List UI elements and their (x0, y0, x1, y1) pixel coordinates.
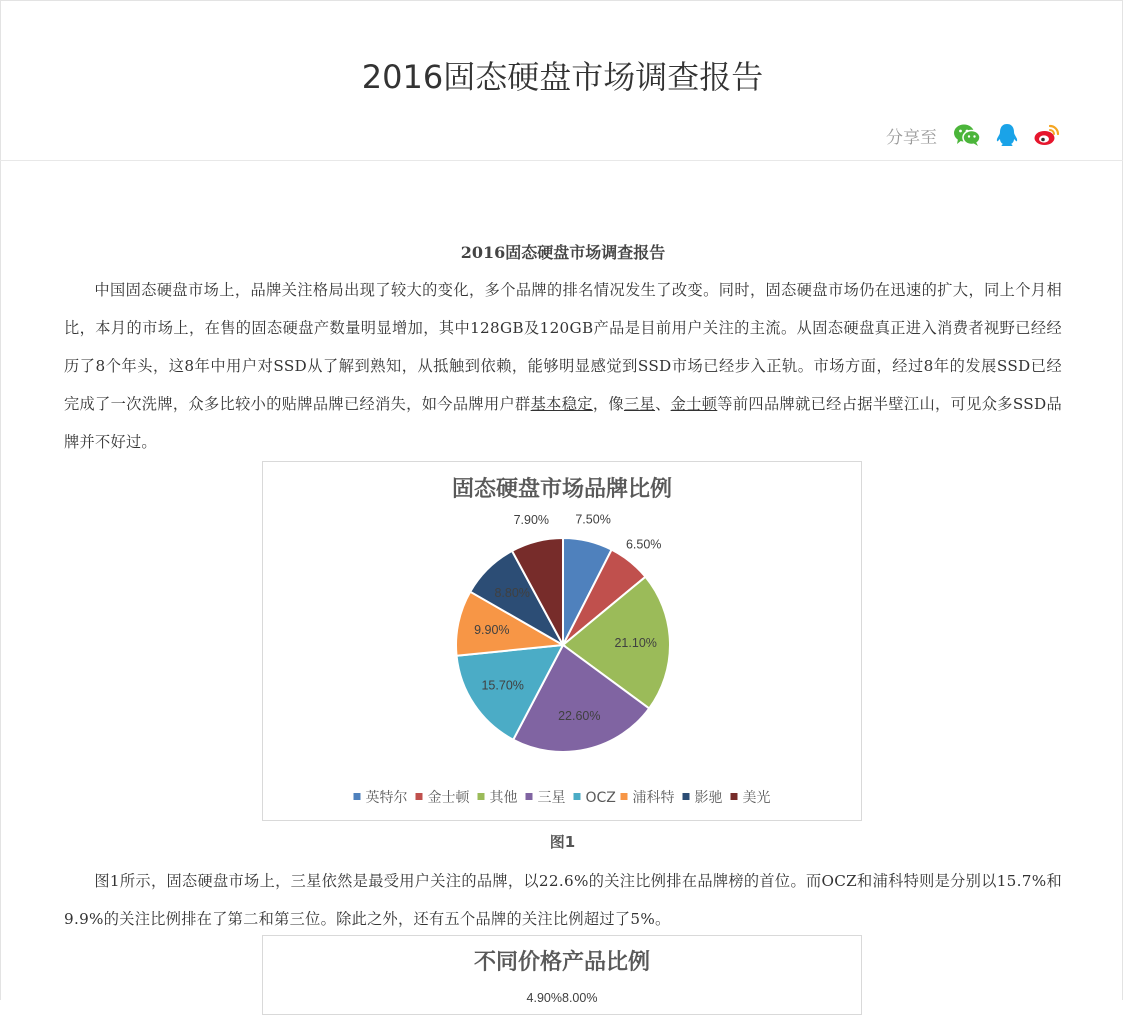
paragraph-text: 等前四品牌就已经占据半壁江山，可见众多SSD品牌并不好过。 (64, 395, 1062, 451)
legend-swatch (731, 793, 738, 800)
data-label: 22.60% (558, 708, 601, 723)
data-label: 15.70% (481, 678, 524, 693)
weibo-icon[interactable] (1033, 122, 1061, 148)
legend-label: 美光 (742, 790, 771, 806)
data-label: 21.10% (614, 635, 657, 650)
legend-swatch (526, 793, 533, 800)
legend-label: 其他 (489, 790, 518, 806)
paragraph-text: 、 (655, 395, 671, 413)
page-header (0, 0, 1123, 161)
wechat-icon[interactable] (953, 122, 981, 148)
legend-label: 浦科特 (632, 790, 675, 806)
share-label: 分享至 (886, 127, 937, 148)
chart-title: 固态硬盘市场品牌比例 (451, 477, 673, 502)
data-label: 4.90%8.00% (526, 991, 598, 1005)
data-label: 7.50% (575, 512, 611, 527)
paragraph-text: 中国固态硬盘市场上，品牌关注格局出现了较大的变化，多个品牌的排名情况发生了改变。同时，固态硬盘市场仍在迅速的扩大，同上个月相比，本月的市场上，在售的固态硬盘产数量明显增加，其中128GB及120GB产品是目前用户关注的主流。从固态硬盘真正进入消费者视野已经经历了8个年头，这8年中用户对SSD从了解到熟知，从抵触到依赖，能够明显感觉到SSD市场已经步入正轨。市场方面，经过8年的发展SSD已经完成了一次洗牌，众多比较小的贴牌品牌已经消失，如今品牌用户群 (64, 281, 1062, 413)
keyword-link[interactable]: 基本稳定 (530, 395, 593, 413)
article-paragraph-2: 图1所示，固态硬盘市场上，三星依然是最受用户关注的品牌，以22.6%的关注比例排在品牌榜的首位。而OCZ和浦科特则是分别以15.7%和9.9%的关注比例排在了第二和第三位。除此之外，还有五个品牌的关注比例超过了5%。 (64, 872, 1062, 928)
brand-pie-chart (263, 462, 861, 820)
paragraph-text: ，像 (592, 395, 624, 413)
legend-swatch (416, 793, 423, 800)
price-pie-chart (263, 936, 861, 1015)
data-label: 6.50% (625, 537, 662, 552)
article-body (64, 240, 1062, 461)
brand-share-chart (262, 461, 862, 821)
data-label: 7.90% (513, 513, 550, 527)
legend-label: 三星 (537, 790, 566, 806)
data-label: 8.80% (494, 585, 530, 600)
price-share-chart (262, 935, 862, 1015)
article-paragraph-2-wrapper (64, 862, 1062, 938)
legend-swatch (478, 793, 485, 800)
legend-swatch (683, 793, 690, 800)
article-title: 2016固态硬盘市场调查报告 (460, 243, 666, 262)
legend-label: OCZ (585, 790, 616, 806)
legend-label: 金士顿 (427, 790, 470, 806)
kingston-link[interactable]: 金士顿 (670, 395, 718, 413)
legend-label: 影驰 (694, 790, 723, 806)
chart-title: 不同价格产品比例 (473, 950, 651, 975)
figure-caption: 图1 (549, 833, 576, 851)
legend-swatch (574, 793, 581, 800)
legend-label: 英特尔 (365, 790, 408, 806)
article-paragraph-1 (64, 271, 1062, 461)
samsung-link[interactable]: 三星 (623, 395, 656, 413)
data-label: 9.90% (474, 622, 510, 637)
page-title: 2016固态硬盘市场调查报告 (361, 58, 764, 96)
legend-swatch (354, 793, 361, 800)
legend-swatch (621, 793, 628, 800)
qq-icon[interactable] (993, 122, 1021, 148)
share-bar (886, 122, 1061, 148)
